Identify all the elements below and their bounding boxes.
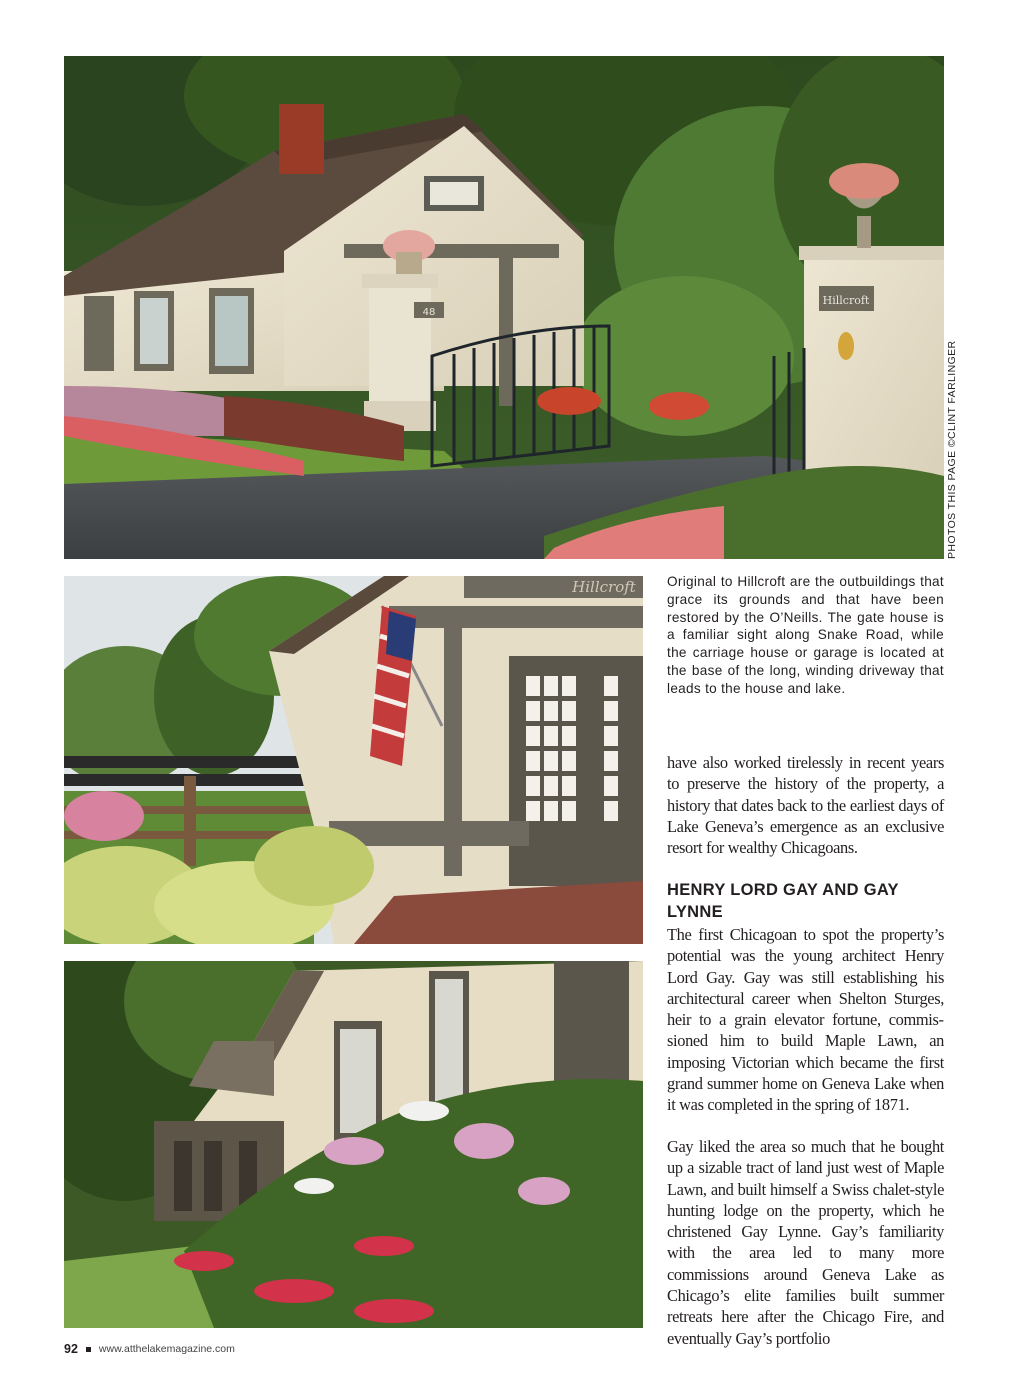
article-paragraph-1: have also worked tirelessly in recent years to preserve the history of the property, a history that dates back to the earliest days of Lake Geneva’s emergence as an exclusive resort for wealthy Chicagoans. [667, 753, 944, 858]
gate-house-photo [64, 56, 944, 559]
eave-sign: Hillcroft [572, 578, 636, 596]
website-link[interactable]: www.atthelakemagazine.com [98, 1343, 235, 1355]
article-paragraph-2: The first Chicagoan to spot the property’s potential was the young architect Henry Lord Gay. Gay was still establishing his architectural career when Shelton Sturges, heir to a grain elevator fortune, commissioned him to build Maple Lawn, an imposing Victorian which became the first grand summer home on Geneva Lake when it was completed in the spring of 1871. [667, 925, 944, 1115]
section-subhead: HENRY LORD GAY AND GAY LYNNE [667, 881, 899, 921]
pillar-plaque: Hillcroft [822, 294, 870, 307]
photo-caption: Original to Hillcroft are the outbuildings that grace its grounds and that have been restored by the O’Neills. The gate house is a familiar sight along Snake Road, while the carriage house or garage is located at the base of the long, winding driveway that leads to the house and lake. [667, 574, 944, 696]
house-number: 48 [422, 307, 436, 318]
porch-flag-photo [64, 576, 643, 944]
photo-credit: PHOTOS THIS PAGE ©CLINT FARLINGER [946, 340, 958, 559]
page-footer [64, 1342, 235, 1356]
separator-square [86, 1347, 91, 1352]
article-paragraph-3: Gay liked the area so much that he bought up a sizable tract of land just west of Maple Lawn, and built himself a Swiss chalet-style hunting lodge on the property, which he christened Gay Lynne. Gay’s familiarity with the area led to many more commissions around Geneva Lake as Chicago’s elite families built summer retreats here after the Chicago Fire, and eventually Gay’s portfolio [667, 1137, 944, 1348]
page-number: 92 [64, 1342, 78, 1356]
carriage-house-photo [64, 961, 643, 1328]
